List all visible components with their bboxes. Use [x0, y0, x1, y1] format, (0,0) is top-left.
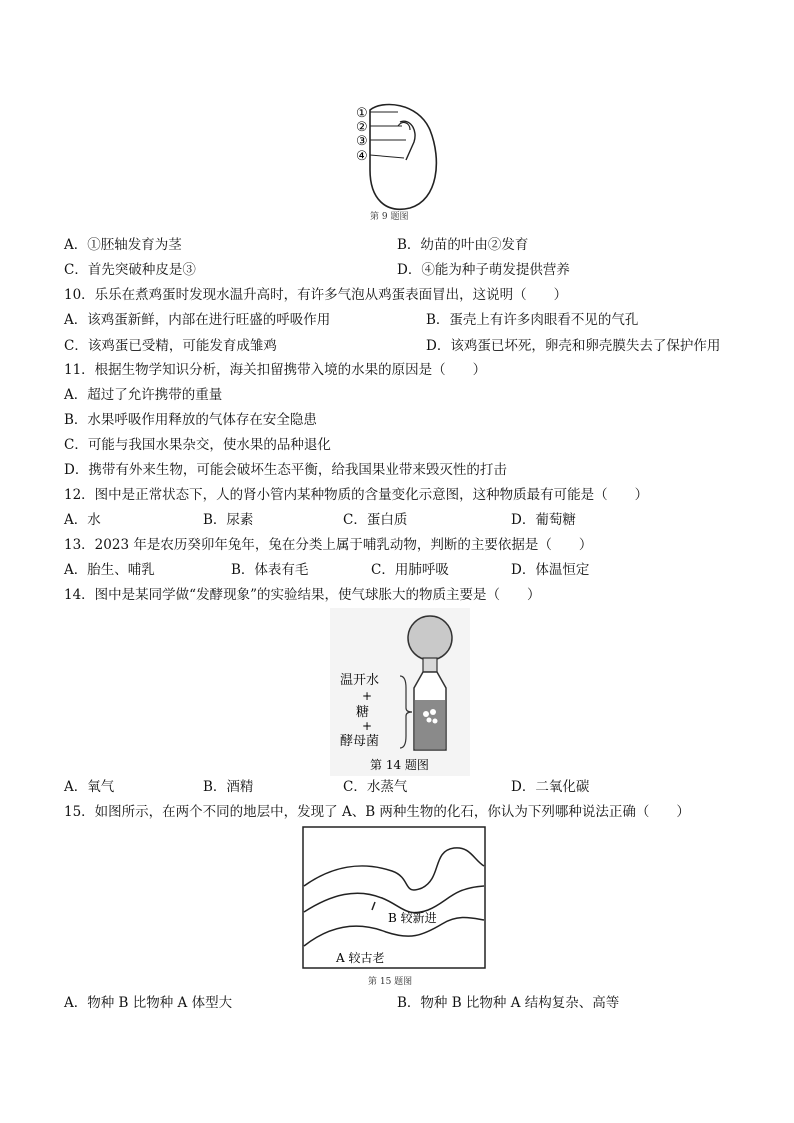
fig9-label-1: ① [356, 106, 368, 121]
fig14-label-plus1: + [362, 689, 373, 703]
q14-option-d: D．二氧化碳 [511, 779, 590, 795]
q13-stem: 13．2023 年是农历癸卯年兔年，兔在分类上属于哺乳动物，判断的主要依据是（ ） [64, 537, 593, 553]
q10-option-d: D．该鸡蛋已坏死，卵壳和卵壳膜失去了保护作用 [426, 338, 721, 354]
q12-option-a: A．水 [64, 512, 101, 528]
q9-option-c: C．首先突破种皮是③ [64, 262, 196, 278]
figure-9-seed [340, 90, 455, 225]
fig14-label-yeast: 酵母菌 [340, 734, 380, 749]
fig15-label-a: A 较古老 [336, 951, 385, 965]
q15-stem: 15．如图所示，在两个不同的地层中，发现了 A、B 两种生物的化石，你认为下列哪种说法正确（ ） [64, 804, 690, 820]
fig14-label-plus2: + [362, 719, 373, 733]
balloon [408, 616, 452, 660]
q14-option-a: A．氧气 [64, 779, 115, 795]
fig14-label-water: 温开水 [340, 673, 380, 688]
q14-option-b: B．酒精 [203, 779, 254, 795]
q14-option-c: C．水蒸气 [343, 779, 408, 795]
q9-option-a: A．①胚轴发育为茎 [64, 237, 182, 253]
q12-stem: 12．图中是正常状态下，人的肾小管内某种物质的含量变化示意图，这种物质最有可能是（ ） [64, 487, 649, 503]
q12-option-c: C．蛋白质 [343, 512, 408, 528]
q10-stem: 10．乐乐在煮鸡蛋时发现水温升高时，有许多气泡从鸡蛋表面冒出，这说明（ ） [64, 287, 568, 303]
fig14-label-sugar: 糖 [356, 705, 370, 720]
fig15-label-b: B 较新进 [388, 911, 437, 925]
embryo-outline [400, 121, 415, 160]
fig15-caption: 第 15 题图 [368, 977, 413, 987]
figure-15-strata [302, 826, 486, 990]
q11-option-b: B．水果呼吸作用释放的气体存在安全隐患 [64, 412, 317, 428]
q9-option-b: B．幼苗的叶由②发育 [397, 237, 529, 253]
fig9-caption: 第 9 题图 [370, 212, 409, 222]
figure-14-fermentation [330, 608, 470, 776]
liquid [415, 700, 445, 749]
q13-option-c: C．用肺呼吸 [371, 562, 449, 578]
q11-option-a: A．超过了允许携带的重量 [64, 387, 223, 403]
q11-option-c: C．可能与我国水果杂交，使水果的品种退化 [64, 437, 331, 453]
fig9-label-2: ② [356, 120, 368, 135]
q13-option-b: B．体表有毛 [231, 562, 309, 578]
q10-option-c: C．该鸡蛋已受精，可能发育成雏鸡 [64, 338, 277, 354]
q11-stem: 11．根据生物学知识分析，海关扣留携带入境的水果的原因是（ ） [64, 362, 487, 378]
fig14-caption: 第 14 题图 [370, 758, 429, 772]
fig9-label-4: ④ [356, 149, 368, 164]
q10-option-b: B．蛋壳上有许多肉眼看不见的气孔 [426, 312, 639, 328]
q13-option-a: A．胎生、哺乳 [64, 562, 155, 578]
fig9-label-3: ③ [356, 134, 368, 149]
q13-option-d: D．体温恒定 [511, 562, 590, 578]
bottle-neck [423, 658, 437, 672]
q12-option-d: D．葡萄糖 [511, 512, 576, 528]
q15-option-a: A．物种 B 比物种 A 体型大 [64, 995, 233, 1011]
q15-option-b: B．物种 B 比物种 A 结构复杂、高等 [397, 995, 620, 1011]
q12-option-b: B．尿素 [203, 512, 254, 528]
q11-option-d: D．携带有外来生物，可能会破坏生态平衡，给我国果业带来毁灭性的打击 [64, 462, 507, 478]
q9-option-d: D．④能为种子萌发提供营养 [397, 262, 570, 278]
seed-coat-outline [370, 105, 436, 210]
q10-option-a: A．该鸡蛋新鲜，内部在进行旺盛的呼吸作用 [64, 312, 331, 328]
q14-stem: 14．图中是某同学做“发酵现象”的实验结果，使气球胀大的物质主要是（ ） [64, 587, 541, 603]
